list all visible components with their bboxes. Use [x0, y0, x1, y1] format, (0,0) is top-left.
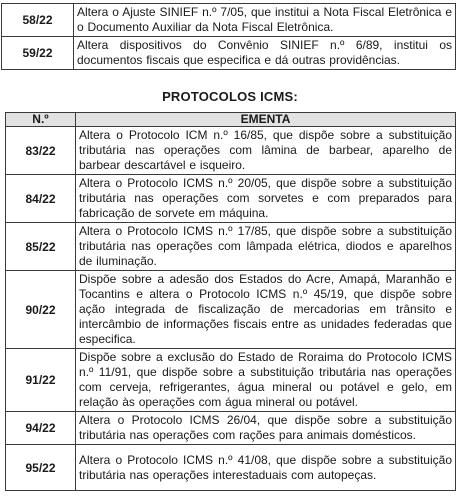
row-ementa: Altera o Protocolo ICMS n.º 20/05, que dispõe sobre a substituição tributária nas operações com sorvetes e com preparados para fabricação de sorvete em máquina.	[76, 175, 456, 223]
convenios-table	[1, 3, 456, 70]
header-number: N.º	[6, 113, 76, 127]
table-row	[6, 445, 456, 491]
row-ementa: Altera dispositivos do Convênio SINIEF n.º 6/89, institui os documentos fiscais que especifica e dá outras providências.	[74, 37, 456, 70]
row-ementa: Altera o Protocolo ICM n.º 16/85, que dispõe sobre a substituição tributária nas operações com lâmina de barbear, aparelho de barbear descartável e isqueiro.	[76, 127, 456, 175]
row-number: 95/22	[6, 445, 76, 491]
table-row	[6, 127, 456, 175]
table-header-row	[6, 113, 456, 127]
table-row	[2, 4, 456, 37]
row-number: 83/22	[6, 127, 76, 175]
row-ementa: Altera o Protocolo ICMS n.º 41/08, que dispõe sobre a substituição tributária nas operações interestaduais com autopeças.	[76, 445, 456, 491]
row-ementa: Altera o Ajuste SINIEF n.º 7/05, que institui a Nota Fiscal Eletrônica e o Documento Auxiliar da Nota Fiscal Eletrônica.	[74, 4, 456, 37]
row-ementa: Dispõe sobre a exclusão do Estado de Roraima do Protocolo ICMS n.º 11/91, que dispõe sobre a substituição tributária nas operações com cerveja, refrigerantes, água mineral ou potável e gelo, em relação às operações com água mineral ou potável.	[76, 349, 456, 412]
table-row	[6, 412, 456, 445]
row-number: 91/22	[6, 349, 76, 412]
row-number: 85/22	[6, 223, 76, 271]
row-number: 94/22	[6, 412, 76, 445]
table-row	[6, 223, 456, 271]
row-number: 59/22	[2, 37, 74, 70]
table-row	[6, 349, 456, 412]
row-number: 58/22	[2, 4, 74, 37]
row-number: 90/22	[6, 271, 76, 349]
row-ementa: Altera o Protocolo ICMS 26/04, que dispõe sobre a substituição tributária nas operações com rações para animais domésticos.	[76, 412, 456, 445]
table-row	[6, 175, 456, 223]
section-title: PROTOCOLOS ICMS:	[162, 89, 298, 104]
header-ementa: EMENTA	[76, 113, 456, 127]
row-ementa: Dispõe sobre a adesão dos Estados do Acre, Amapá, Maranhão e Tocantins e altera o Protocolo ICMS n.º 45/19, que dispõe sobre ação integrada de fiscalização de mercadorias em trânsito e intercâmbio de informações fiscais entre as unidades federadas que especifica.	[76, 271, 456, 349]
protocolos-table	[5, 112, 456, 491]
table-row	[2, 37, 456, 70]
table-row	[6, 271, 456, 349]
row-number: 84/22	[6, 175, 76, 223]
row-ementa: Altera o Protocolo ICMS n.º 17/85, que dispõe sobre a substituição tributária nas operações com lâmpada elétrica, diodos e aparelhos de iluminação.	[76, 223, 456, 271]
